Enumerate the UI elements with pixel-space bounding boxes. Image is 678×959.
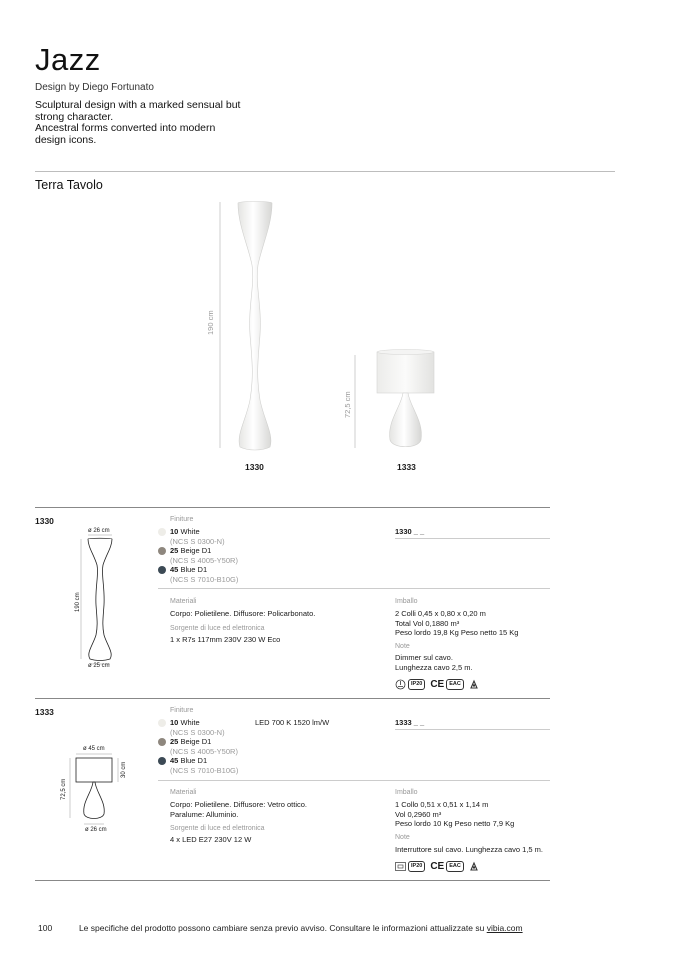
floor-height-label: 190 cm	[206, 310, 215, 335]
finish-ncs: (NCS S 7010-B10G)	[170, 765, 239, 775]
finishes-label: Finiture	[170, 516, 194, 523]
ip20-badge: IP20	[408, 679, 425, 690]
reference-code: 1330 _ _	[395, 527, 425, 536]
finish-option	[158, 527, 238, 537]
finish-option	[158, 756, 238, 766]
divider	[395, 538, 550, 539]
switch-icon	[395, 862, 406, 871]
eac-badge: EAC	[446, 861, 464, 872]
divider	[158, 780, 550, 781]
product-code: 1333	[35, 707, 54, 717]
drawing-top-diameter: ø 45 cm	[83, 746, 105, 752]
divider	[35, 880, 550, 881]
lamps-illustration	[200, 195, 460, 480]
drawing-height: 190 cm	[75, 592, 81, 612]
materials-info	[170, 800, 307, 819]
light-source-label: Sorgente di luce ed elettronica	[170, 825, 265, 832]
section-title: Terra Tavolo	[35, 178, 103, 192]
packaging-line: 1 Collo 0,51 x 0,51 x 1,14 m	[395, 800, 489, 809]
materials-label: Materiali	[170, 598, 197, 605]
description-line: Sculptural design with a marked sensual but	[35, 99, 241, 111]
table-lamp-drawing	[62, 742, 142, 832]
finish-ncs: (NCS S 0300-N)	[170, 727, 225, 737]
recycle-icon	[469, 679, 479, 690]
led-info: LED 700 K 1520 lm/W	[255, 718, 330, 727]
materials-line: Paralume: Alluminio.	[170, 809, 239, 819]
light-source-text: 4 x LED E27 230V 12 W	[170, 835, 252, 844]
page-title: Jazz	[35, 42, 101, 77]
finish-ncs: (NCS S 0300-N)	[170, 536, 225, 546]
reference-code: 1333 _ _	[395, 718, 425, 727]
finish-code: 45	[170, 565, 179, 574]
finish-option	[158, 546, 238, 556]
divider	[158, 588, 550, 589]
drawing-base-diameter: ø 25 cm	[88, 663, 110, 669]
drawing-base-diameter: ø 26 cm	[85, 827, 107, 833]
finish-name: Beige D1	[180, 737, 212, 746]
divider	[395, 729, 550, 730]
product-code: 1330	[35, 516, 54, 526]
finish-option	[158, 718, 238, 728]
swatch-white	[158, 719, 166, 727]
finish-code: 25	[170, 737, 179, 746]
finish-code: 10	[170, 718, 179, 727]
eac-badge: EAC	[446, 679, 464, 690]
packaging-info	[395, 609, 518, 638]
description-line: strong character.	[35, 110, 114, 123]
drawing-shade-height: 30 cm	[121, 761, 127, 778]
certifications	[395, 679, 479, 690]
recycle-icon	[469, 861, 479, 872]
materials-line: Corpo: Polietilene. Diffusore: Vetro ottico.	[170, 800, 308, 809]
note-line: Dimmer sul cavo.	[395, 653, 453, 662]
description-line: design icons.	[35, 133, 97, 146]
drawing-height: 72,5 cm	[61, 778, 67, 800]
packaging-line: Peso lordo 10 Kg Peso netto 7,9 Kg	[395, 819, 515, 828]
notes-info	[395, 653, 473, 672]
finish-name: Blue D1	[180, 565, 208, 574]
certifications	[395, 861, 479, 872]
footer-text: Le specifiche del prodotto possono cambiare senza previo avviso. Consultare le informazioni attualizzate su	[78, 923, 487, 933]
finishes-list	[158, 527, 238, 584]
swatch-blue	[158, 566, 166, 574]
light-source-text: 1 x R7s 117mm 230V 230 W Eco	[170, 635, 281, 644]
packaging-line: Total Vol 0,1880 m³	[395, 618, 460, 628]
finish-name: White	[180, 718, 200, 727]
packaging-line: Peso lordo 19,8 Kg Peso netto 15 Kg	[395, 628, 519, 637]
table-lamp-base	[390, 393, 422, 447]
notes-label: Note	[395, 834, 410, 841]
ce-mark-icon: CE	[430, 679, 445, 690]
footer-link[interactable]: vibia.com	[486, 923, 523, 933]
finish-ncs: (NCS S 4005-Y50R)	[170, 555, 238, 565]
divider	[35, 507, 550, 508]
divider	[35, 171, 615, 172]
finish-option	[158, 565, 238, 575]
finish-option	[158, 737, 238, 747]
note-line: Lunghezza cavo 2,5 m.	[395, 662, 473, 672]
packaging-line: 2 Colli 0,45 x 0,80 x 0,20 m	[395, 609, 486, 618]
finish-ncs: (NCS S 4005-Y50R)	[170, 746, 238, 756]
finishes-list	[158, 718, 238, 775]
divider	[35, 698, 550, 699]
table-lamp-shade	[377, 352, 434, 393]
swatch-blue	[158, 757, 166, 765]
drawing-top-diameter: ø 26 cm	[88, 528, 110, 534]
finish-name: White	[180, 527, 200, 536]
materials-text: Corpo: Polietilene. Diffusore: Policarbonato.	[170, 609, 316, 618]
notes-label: Note	[395, 643, 410, 650]
finish-code: 45	[170, 756, 179, 765]
product-description	[35, 100, 265, 146]
packaging-info	[395, 800, 514, 829]
table-height-label: 72,5 cm	[343, 391, 352, 418]
materials-label: Materiali	[170, 789, 197, 796]
finish-code: 25	[170, 546, 179, 555]
designer-credit: Design by Diego Fortunato	[35, 82, 154, 93]
description-line: Ancestral forms converted into modern	[35, 122, 216, 134]
ip20-badge: IP20	[408, 861, 425, 872]
dimmer-icon	[395, 679, 406, 690]
finish-ncs: (NCS S 7010-B10G)	[170, 574, 239, 584]
table-lamp-code: 1333	[397, 462, 416, 472]
ce-mark-icon: CE	[430, 861, 445, 872]
finish-name: Beige D1	[180, 546, 212, 555]
page-number: 100	[38, 923, 53, 933]
table-lamp-shade-top	[377, 350, 434, 355]
floor-lamp-code: 1330	[245, 462, 264, 472]
finish-name: Blue D1	[180, 756, 208, 765]
swatch-beige	[158, 738, 166, 746]
packaging-label: Imballo	[395, 598, 418, 605]
note-line: Interruttore sul cavo. Lunghezza cavo 1,5 m.	[395, 845, 543, 854]
swatch-beige	[158, 547, 166, 555]
floor-lamp-shape	[238, 202, 272, 451]
packaging-label: Imballo	[395, 789, 418, 796]
finish-code: 10	[170, 527, 179, 536]
swatch-white	[158, 528, 166, 536]
packaging-line: Vol 0,2960 m³	[395, 809, 442, 819]
page-footer	[38, 923, 523, 933]
finishes-label: Finiture	[170, 707, 194, 714]
light-source-label: Sorgente di luce ed elettronica	[170, 625, 265, 632]
